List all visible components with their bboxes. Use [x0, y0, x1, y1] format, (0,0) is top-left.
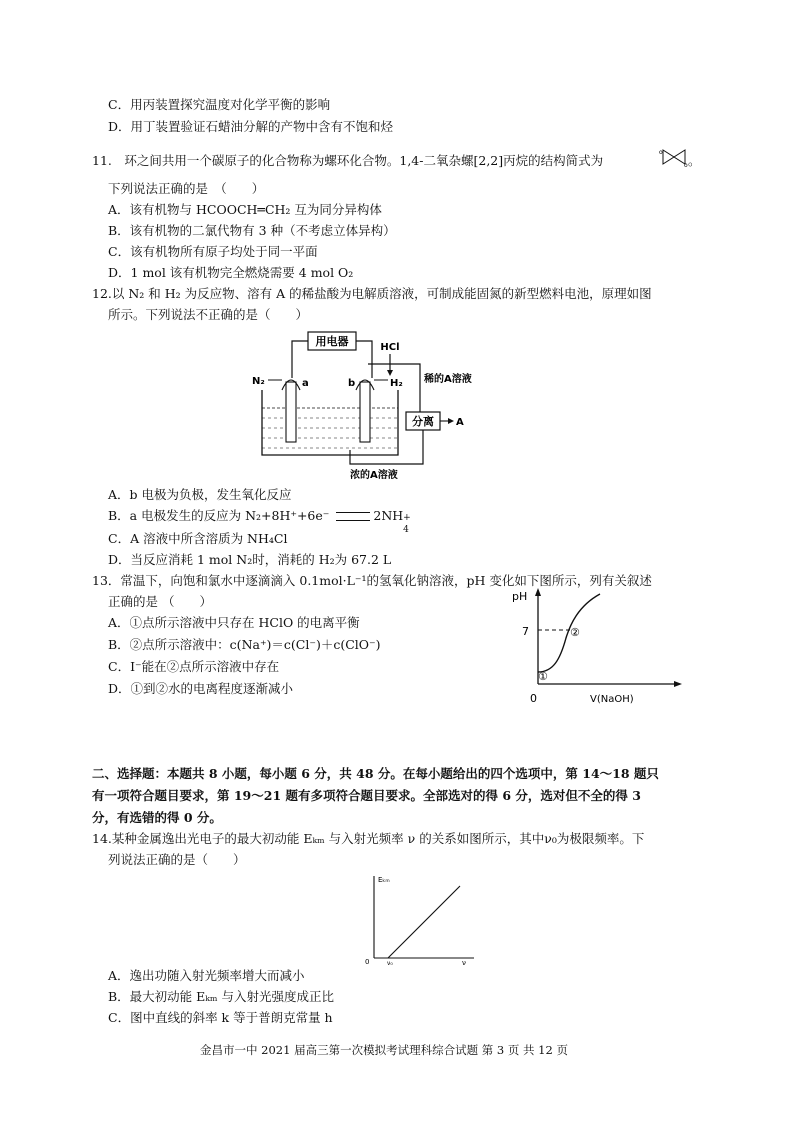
q13-stem-line1: 13．常温下，向饱和氯水中逐滴滴入 0.1mol·L⁻¹的氢氧化钠溶液，pH 变化如下图所示，列有关叙述 [92, 573, 652, 588]
ek-axis-label: Eₖₘ [378, 876, 390, 884]
separator-label: 分离 [412, 415, 434, 428]
hcl-label: HCl [380, 342, 400, 353]
q11-option-c: C．该有机物所有原子均处于同一平面 [108, 244, 318, 259]
frequency-axis-label: ν [462, 959, 466, 967]
q12-option-a: A．b 电极为负极，发生氧化反应 [108, 487, 292, 502]
svg-text:o: o [684, 162, 688, 169]
q11-stem: 11. 环之间共用一个碳原子的化合物称为螺环化合物。1,4-二氧杂螺[2,2]丙烷的结构简式为 [92, 153, 604, 168]
q14-stem-line2: 列说法正确的是（ ） [108, 852, 246, 867]
q11-stem-end: 。 [688, 153, 701, 168]
h2-label: H₂ [390, 378, 403, 389]
q14-option-b: B．最大初动能 Eₖₘ 与入射光强度成正比 [108, 989, 334, 1004]
section-2-heading-line2: 有一项符合题目要求，第 19～21 题有多项符合题目要求。全部选对的得 6 分，选对但不全的得 3 [92, 788, 641, 803]
point-1-label: ① [538, 670, 548, 683]
q10-option-d: D．用丁装置验证石蜡油分解的产物中含有不饱和烃 [108, 119, 394, 134]
electrode-b-label: b [348, 378, 356, 389]
q12-stem-line2: 所示。下列说法不正确的是（ ） [108, 307, 309, 322]
dilute-solution-label: 稀的A溶液 [424, 374, 472, 385]
v0-label: ν₀ [387, 960, 393, 967]
appliance-label: 用电器 [315, 335, 349, 348]
q12-option-b: B．a 电极发生的反应为 N₂+8H⁺+6e⁻ 2NH + 4 [108, 508, 411, 535]
q11-question: 下列说法正确的是 （ ） [108, 181, 265, 196]
page-footer: 金昌市一中 2021 届高三第一次模拟考试理科综合试题 第 3 页 共 12 页 [200, 1043, 568, 1057]
electrolyte-tank [262, 390, 398, 455]
ph-tick-7: 7 [522, 625, 529, 638]
ph-axis-label: pH [512, 590, 528, 603]
concentrated-solution-label: 浓的A溶液 [350, 470, 398, 481]
ph-origin: 0 [530, 692, 537, 705]
q13-option-c: C．I⁻能在②点所示溶液中存在 [108, 659, 280, 674]
q13-option-b: B．②点所示溶液中：c(Na⁺)＝c(Cl⁻)＋c(ClO⁻) [108, 637, 381, 652]
electrode-a-label: a [302, 378, 309, 389]
ph-curve [538, 594, 600, 672]
ph-x-axis-label: V(NaOH) [590, 694, 634, 705]
q11-option-d: D．1 mol 该有机物完全燃烧需要 4 mol O₂ [108, 265, 354, 280]
equals-sign [336, 512, 370, 521]
q13-option-d: D．①到②水的电离程度逐渐减小 [108, 681, 294, 696]
spiro-structure-icon [660, 146, 688, 168]
q13-stem-line2: 正确的是 （ ） [108, 594, 212, 609]
ek-frequency-chart [362, 872, 480, 966]
q12-stem-line1: 12.以 N₂ 和 H₂ 为反应物、溶有 A 的稀盐酸为电解质溶液，可制成能固氮的新型燃料电池，原理如图 [92, 286, 652, 301]
q12-option-c: C．A 溶液中所含溶质为 NH₄Cl [108, 531, 288, 546]
q10-option-c: C．用丙装置探究温度对化学平衡的影响 [108, 97, 331, 112]
q14-stem-line1: 14.某种金属逸出光电子的最大初动能 Eₖₘ 与入射光频率 ν 的关系如图所示，其中ν₀为极限频率。下 [92, 831, 645, 846]
electrode-b [360, 382, 370, 442]
section-2-heading-line3: 分，有选错的得 0 分。 [92, 810, 222, 825]
svg-text:o: o [659, 149, 663, 156]
product-a-label: A [456, 417, 464, 428]
ek-line [388, 886, 460, 958]
section-2-heading-line1: 二、选择题：本题共 8 小题，每小题 6 分，共 48 分。在每小题给出的四个选项中，第 14～18 题只 [92, 766, 659, 781]
n2-label: N₂ [252, 376, 265, 387]
electrode-a [286, 382, 296, 442]
q12-option-d: D．当反应消耗 1 mol N₂时，消耗的 H₂为 67.2 L [108, 552, 392, 567]
q13-option-a: A．①点所示溶液中只存在 HClO 的电离平衡 [108, 615, 360, 630]
point-2-label: ② [570, 626, 580, 639]
q11-option-a: A．该有机物与 HCOOCH═CH₂ 互为同分异构体 [108, 202, 382, 217]
ek-origin: 0 [365, 958, 370, 966]
ph-chart [508, 580, 688, 710]
fuel-cell-diagram [250, 330, 480, 480]
q11-option-b: B．该有机物的二氯代物有 3 种（不考虑立体异构） [108, 223, 396, 238]
q14-option-c: C．图中直线的斜率 k 等于普朗克常量 h [108, 1010, 333, 1025]
q14-option-a: A．逸出功随入射光频率增大而减小 [108, 968, 305, 983]
